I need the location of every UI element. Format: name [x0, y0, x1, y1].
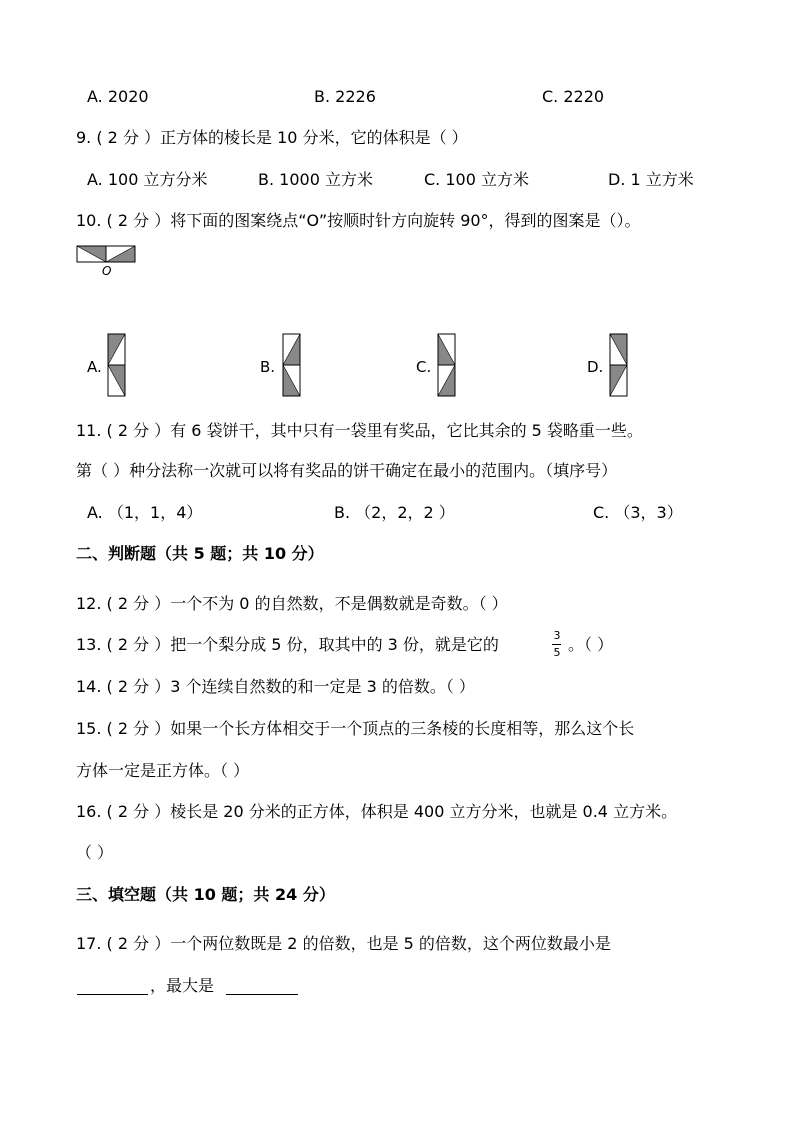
- q16-stem-line1: 16. ( 2 分 ）棱长是 20 分米的正方体，体积是 400 立方分米，也就是 0.4 立方米。: [76, 802, 678, 821]
- q11-option-b: B. （2，2，2 ）: [334, 503, 455, 522]
- q15-stem-line2: 方体一定是正方体。（ ）: [76, 761, 250, 780]
- q8-option-b: B. 2226: [314, 87, 376, 106]
- q8-option-a: A. 2020: [87, 87, 149, 106]
- q10-option-b-figure: [283, 334, 300, 396]
- q10-option-b-label: B.: [260, 358, 276, 376]
- q10-option-d-label: D.: [587, 358, 604, 376]
- q9-stem: 9. ( 2 分 ）正方体的棱长是 10 分米，它的体积是（ ）: [76, 128, 468, 147]
- q17-answer-blank-1[interactable]: [77, 994, 148, 995]
- q10-option-a-figure: [108, 334, 125, 396]
- q11-stem-line2: 第（ ）种分法称一次就可以将有奖品的饼干确定在最小的范围内。（填序号）: [76, 461, 618, 480]
- q17-stem-line1: 17. ( 2 分 ）一个两位数既是 2 的倍数，也是 5 的倍数，这个两位数最小是: [76, 934, 611, 953]
- q9-option-c: C. 100 立方米: [424, 170, 529, 189]
- q10-option-c-bottom-shade: [438, 365, 455, 396]
- q10-option-b-bottom-shade: [283, 365, 300, 396]
- q12-stem: 12. ( 2 分 ）一个不为 0 的自然数，不是偶数就是奇数。（ ）: [76, 594, 508, 613]
- q15-stem-line1: 15. ( 2 分 ）如果一个长方体相交于一个顶点的三条棱的长度相等，那么这个长: [76, 719, 635, 738]
- q10-stem: 10. ( 2 分 ）将下面的图案绕点“O”按顺时针方向旋转 90°，得到的图案是（）。: [76, 211, 641, 230]
- q10-option-b-top-shade: [283, 334, 300, 365]
- q11-option-a: A. （1，1，4）: [87, 503, 203, 522]
- q13-fraction-numerator: 3: [553, 629, 561, 642]
- q17-stem-line2-mid: ，最大是: [150, 976, 215, 995]
- q10-option-d-top-shade: [610, 334, 627, 365]
- q10-option-d-bottom-shade: [610, 365, 627, 396]
- q14-stem: 14. ( 2 分 ）3 个连续自然数的和一定是 3 的倍数。（ ）: [76, 677, 475, 696]
- q9-option-b: B. 1000 立方米: [258, 170, 373, 189]
- q10-original-left-shade: [77, 246, 106, 262]
- q10-original-figure: [77, 246, 135, 262]
- q16-stem-line2: （ ）: [76, 843, 114, 862]
- q10-option-a-bottom-shade: [108, 365, 125, 396]
- q13-stem-before: 13. ( 2 分 ）把一个梨分成 5 份，取其中的 3 份，就是它的: [76, 635, 499, 654]
- q11-option-c: C. （3，3）: [593, 503, 683, 522]
- q10-option-c-top-shade: [438, 334, 455, 365]
- q8-option-c: C. 2220: [542, 87, 605, 106]
- q10-option-d-figure: [610, 334, 627, 396]
- section-2-title: 二、判断题（共 5 题；共 10 分）: [76, 544, 324, 563]
- q11-stem-line1: 11. ( 2 分 ）有 6 袋饼干，其中只有一袋里有奖品，它比其余的 5 袋略重一些。: [76, 421, 643, 440]
- section-3-title: 三、填空题（共 10 题；共 24 分）: [76, 885, 335, 904]
- q10-option-a-top-shade: [108, 334, 125, 365]
- q10-option-c-figure: [438, 334, 455, 396]
- q17-answer-blank-2[interactable]: [226, 994, 298, 995]
- q13-stem-after: 。（ ）: [568, 635, 614, 654]
- q13-fraction-denominator: 5: [553, 646, 561, 659]
- q9-option-a: A. 100 立方分米: [87, 170, 208, 189]
- q10-original-right-shade: [106, 246, 135, 262]
- q10-point-o-label: O: [102, 264, 112, 278]
- q13-fraction-bar: [552, 644, 561, 645]
- q10-option-c-label: C.: [416, 358, 432, 376]
- q9-option-d: D. 1 立方米: [608, 170, 694, 189]
- q10-option-a-label: A.: [87, 358, 102, 376]
